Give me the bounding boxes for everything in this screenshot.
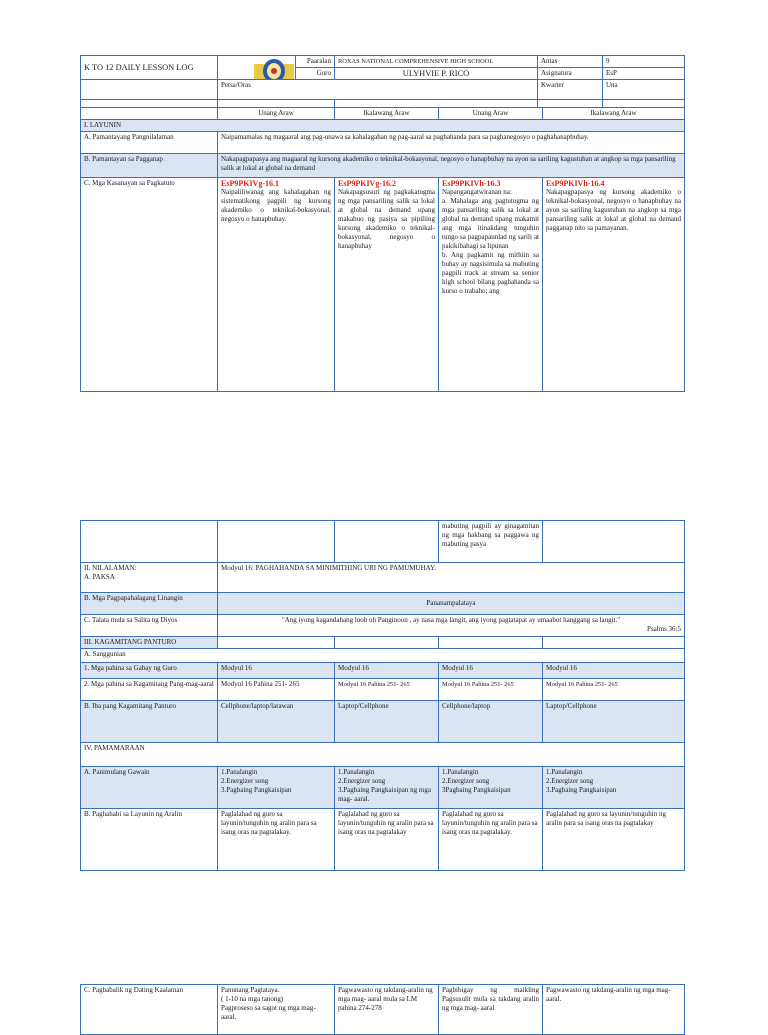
empty-cell [81, 80, 218, 100]
pamantayan-pagganap-label: B. Pamantayan sa Pagganap [81, 154, 218, 178]
iba-day-2: Laptop/Cellphone [335, 701, 439, 743]
paghahabi-day-4: Paglalahad ng guro sa layunin/tunguhin ng aralin para sa isang oras na pagtalakay [543, 809, 685, 871]
talata-text: "Ang iyong kagandahang loob oh Panginoon , ay nasa mga langit, ang iyong pagtatapat ay umaabot hanggang sa langit." [281, 616, 621, 624]
day-2-header: Ikalawang Araw [335, 108, 439, 120]
competency-code-3: EsP9PKIVh-16.3 [442, 179, 501, 188]
kagamitang-day-4: Modyul 16 Pahina 251- 265 [543, 679, 685, 701]
gabay-day-1: Modyul 16 [218, 663, 335, 679]
kagamitang-label: 2. Mga pahina sa Kagamitang Pang-mag-aaral [81, 679, 218, 701]
school-logo-cell [218, 56, 296, 80]
asignatura-label: Asignatura [538, 68, 603, 80]
lesson-log-table-1b [80, 107, 685, 392]
empty-cell [81, 108, 218, 120]
iba-day-1: Cellphone/laptop/larawan [218, 701, 335, 743]
guro-label: Guro [296, 68, 335, 80]
empty-cell [218, 637, 335, 649]
kasanayan-cell-3 [439, 178, 543, 392]
panimulang-day-4: 1.Panalangin 2.Energizer song 3.Pagbaing Pangkaisipan [543, 767, 685, 809]
competency-code-1: EsP9PKIVg-16.1 [221, 179, 279, 188]
empty-cell [439, 637, 543, 649]
antas-value: 9 [603, 56, 685, 68]
empty-cell [543, 521, 685, 563]
kasanayan-continued-text: mabuting pagpili ay ginagamitan ng mga hakbang sa paggawa ng mabuting pasya [439, 521, 543, 563]
kwarter-value: Una [603, 80, 685, 100]
antas-label: Antas [538, 56, 603, 68]
dll-title: K TO 12 DAILY LESSON LOG [81, 56, 218, 80]
pagbalik-day-1: Panunang Pagtataya. ( 1-10 na mga tanong) Pagproseso sa sagot ng mga mag- aaral. [218, 985, 335, 1035]
guro-value: ULYHVIE P. RICO [335, 68, 538, 80]
lesson-log-block-2 [80, 520, 684, 871]
day-1-header: Unang Araw [218, 108, 335, 120]
kwarter-label: Kwarter [538, 80, 603, 100]
pagpapahalaga-text: Pananampalataya [218, 593, 685, 615]
pamantayang-pangnilalaman-label: A. Pamantayang Pangnilalaman [81, 132, 218, 154]
kagamitan-heading: III. KAGAMITANG PANTURO [81, 637, 218, 649]
kasanayan-text-1: Naipaliliwanag ang kahalagahan ng sistematikong pagpili ng kursong akademiko o teknikal-bokasyonal, negosyo o hanapbuhay. [221, 188, 331, 223]
pagbalik-day-2: Pagwawasto ng takdang-aralin ng mga mag- aaral mula sa LM pahina 274-278 [335, 985, 439, 1035]
panimulang-day-2: 1.Panalangin 2.Energizer song 3.Pagbaing Pangkaisipan ng mga mag- aaral. [335, 767, 439, 809]
petsa-label: Petsa/Oras [218, 80, 538, 100]
pagbalik-label: C. Pagbabalik ng Dating Kaalaman [81, 985, 218, 1035]
kagamitang-day-3: Modyul 16 Pahina 251- 265 [439, 679, 543, 701]
kagamitang-day-1: Modyul 16 Pahina 251- 265 [218, 679, 335, 701]
day-3-header: Unang Araw [439, 108, 543, 120]
gabay-day-3: Modyul 16 [439, 663, 543, 679]
kasanayan-text-2: Nakapagsusuri ng pagkakatugma ng mga pansariling salik sa lokal at global na demand upang makabuo ng pasiya sa pipiliing kursong akademiko o teknikal-bokasyonal, negosyo o hanapbuhay [338, 188, 435, 250]
paksa-text: Modyul 16: PAGHAHANDA SA MINIMITHING URI NG PAMUMUHAY. [218, 563, 685, 593]
pamamaraan-heading: IV. PAMAMARAAN [81, 743, 685, 767]
iba-day-4: Laptop/Cellphone [543, 701, 685, 743]
paksa-label: A. PAKSA [84, 573, 115, 581]
kasanayan-cell-2 [335, 178, 439, 392]
talata-reference: Psalms 36:5 [646, 625, 681, 633]
lesson-log-table-3 [80, 984, 685, 1035]
kasanayan-label: C. Mga Kasanayan sa Pagkatuto [81, 178, 218, 392]
lesson-log-block-1 [80, 55, 684, 392]
empty-cell [335, 637, 439, 649]
pagbalik-day-4: Pagwawasto ng takdang-aralin ng mga mag- aaral. [543, 985, 685, 1035]
talata-label: C. Talata mula sa Salita ng Diyos [81, 615, 218, 637]
gabay-label: 1. Mga pahina sa Gabay ng Guro [81, 663, 218, 679]
empty-cell [543, 637, 685, 649]
panimulang-label: A. Panimulang Gawain [81, 767, 218, 809]
gabay-day-2: Modyul 16 [335, 663, 439, 679]
kasanayan-cell-4 [543, 178, 685, 392]
pamantayan-pagganap-text: Nakapagpapasya ang magaaral ng kursong akademiko o teknikal-bokasyonal, negosyo o hanapbuhay na ayon sa sariling kagustuhan at angkop sa mga pansariling salik at lokal at global na demand [218, 154, 685, 178]
kagamitang-day-2: Modyul 16 Pahina 251- 265 [335, 679, 439, 701]
pagbalik-day-3: Pagbibigay ng maikling Pagsusulit mula sa takdang aralin ng mga mag- aaral [439, 985, 543, 1035]
nilalaman-heading: II. NILALAMAN: [84, 564, 137, 572]
iba-label: B. Iba pang Kagamitang Panturo [81, 701, 218, 743]
pamantayang-pangnilalaman-text: Naipamamalas ng magaaral ang pag-unawa sa kahalagahan ng pag-aaral sa paghahanda para sa paghanegosyo o paghahanapbuhay. [218, 132, 685, 154]
paghahabi-day-2: Paglalahad ng guro sa layunin/tunguhin ng aralin para sa isang oras na pagtalakay [335, 809, 439, 871]
iba-day-3: Cellphone/laptop [439, 701, 543, 743]
talata-cell [218, 615, 685, 637]
lesson-log-block-3 [80, 984, 684, 1035]
paghahabi-day-3: Paglalahad ng guro sa layunin/tunguhin ng aralin para sa isang oras na pagtalakay. [439, 809, 543, 871]
paghahabi-day-1: Paglalahad ng guro sa layunin/tunguhin ng aralin para sa isang oras na pagtalakay. [218, 809, 335, 871]
empty-cell [335, 521, 439, 563]
paaralan-label: Paaralan [296, 56, 335, 68]
pagpapahalaga-label: B. Mga Pagpapahalagang Linangin [81, 593, 218, 615]
panimulang-day-3: 1.Panalangin 2.Energizer song 3Pagbaing Pangkaisipan [439, 767, 543, 809]
panimulang-day-1: 1.Panalangin 2.Energizer song 3.Pagbaing Pangkaisipan [218, 767, 335, 809]
paaralan-value: ROXAS NATIONAL COMPREHENSIVE HIGH SCHOOL [335, 56, 538, 68]
gabay-day-4: Modyul 16 [543, 663, 685, 679]
empty-cell [81, 521, 218, 563]
lesson-log-table-2 [80, 520, 685, 871]
layunin-heading: I. LAYUNIN [81, 120, 685, 132]
competency-code-2: EsP9PKIVg-16.2 [338, 179, 396, 188]
lesson-log-table-1 [80, 55, 685, 108]
kasanayan-cell-1 [218, 178, 335, 392]
nilalaman-cell [81, 563, 218, 593]
sanggunian-label: A. Sanggunian [81, 649, 685, 663]
day-4-header: Ikalawang Araw [543, 108, 685, 120]
school-logo-icon [254, 58, 294, 80]
kasanayan-text-4: Nakapagpapasya ng kursong akademiko o teknikal-bokasyonal, negosyo o hanapbuhay na ayon sa sariling kagustuhan na angkop sa mga pansariling salik at lokal at global na demand pagganap nito sa pamayanan. [546, 188, 681, 232]
kasanayan-text-3: Napangangatwiranan na: a. Mahalaga ang pagtutugma ng mga pansariling salik sa lokal at global na demand upang makamit ang mga itinakdang tunguhin tungo sa pagpapaunlad ng sarili at pakikibahagi sa lipunan b. Ang pagkamit ng mithiin sa buhay ay nagsisimula sa mabuting pagpili track at stream sa senior high school bilang paghahanda sa kurso o trabaho; ang [442, 188, 539, 295]
paghahabi-label: B. Paghahabi sa Layunin ng Aralin [81, 809, 218, 871]
empty-cell [218, 521, 335, 563]
asignatura-value: EsP [603, 68, 685, 80]
competency-code-4: EsP9PKIVh-16.4 [546, 179, 605, 188]
